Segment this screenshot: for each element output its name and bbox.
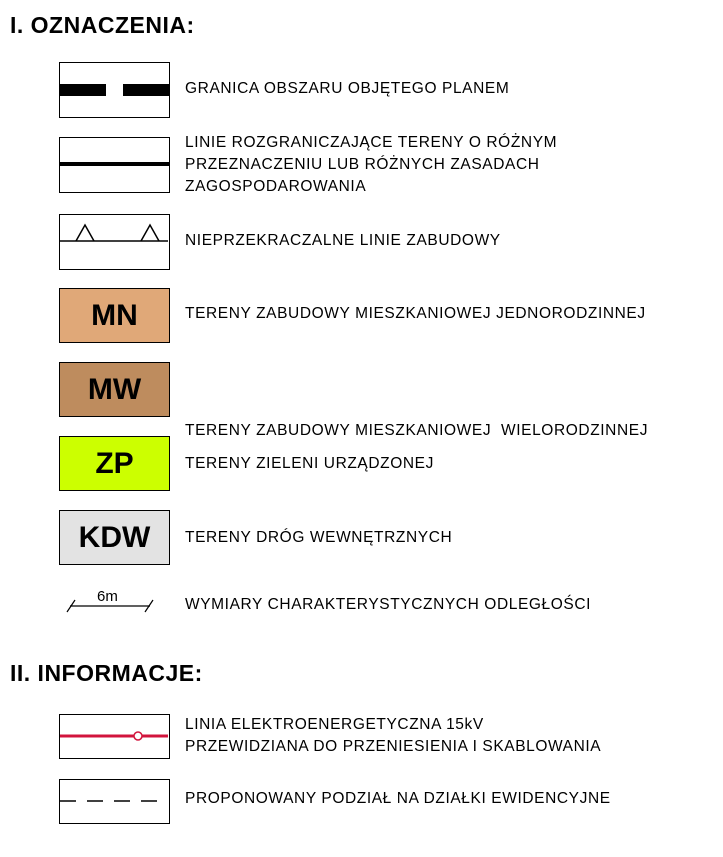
- section-title-informacje: II. INFORMACJE:: [10, 660, 203, 686]
- legend-label-demarcation-line: LINIE ROZGRANICZAJĄCE TERENY O RÓŻNYM PRZEZNACZENIU LUB RÓŻNYCH ZASADACH ZAGOSPODAROWANIA: [185, 134, 558, 195]
- building-line-icon: [60, 215, 168, 268]
- legend-label-dimension: WYMIARY CHARAKTERYSTYCZNYCH ODLEGŁOŚCI: [185, 596, 592, 613]
- section-title-oznaczenia: I. OZNACZENIA:: [10, 12, 195, 38]
- dashed-line-icon: [60, 780, 168, 822]
- zone-code-mn: MN: [91, 298, 138, 332]
- zone-code-mw: MW: [87, 372, 142, 406]
- building-line-symbol: [59, 214, 170, 270]
- zone-code-zp: ZP: [95, 446, 134, 480]
- legend-label-parcel-division: PROPONOWANY PODZIAŁ NA DZIAŁKI EWIDENCYJNE: [185, 790, 611, 807]
- power-line-icon: [60, 715, 168, 757]
- zone-swatch-mn: [59, 288, 170, 343]
- plan-boundary-symbol: [59, 62, 170, 118]
- zone-code-kdw: KDW: [78, 520, 151, 554]
- legend-label-power-line: LINIA ELEKTROENERGETYCZNA 15kV PRZEWIDZIANA DO PRZENIESIENIA I SKABLOWANIA: [185, 716, 602, 755]
- zone-swatch-mw: [59, 362, 170, 417]
- dimension-value: 6m: [97, 588, 118, 605]
- legend-label-building-line: NIEPRZEKRACZALNE LINIE ZABUDOWY: [185, 232, 501, 249]
- boundary-dash: [123, 84, 169, 96]
- legend-label-kdw: TERENY DRÓG WEWNĘTRZNYCH: [185, 529, 453, 546]
- zone-swatch-kdw: [59, 510, 170, 565]
- parcel-division-symbol: [59, 779, 170, 824]
- boundary-dash: [60, 84, 106, 96]
- dimension-symbol: [64, 588, 158, 614]
- power-line-symbol: [59, 714, 170, 759]
- zone-swatch-zp: [59, 436, 170, 491]
- legend-label-mw: TERENY ZABUDOWY MIESZKANIOWEJ WIELORODZINNEJ: [185, 422, 649, 439]
- legend-label-mn: TERENY ZABUDOWY MIESZKANIOWEJ JEDNORODZINNEJ: [185, 305, 646, 322]
- legend-label-zp: TERENY ZIELENI URZĄDZONEJ: [185, 455, 434, 472]
- legend-label-plan-boundary: GRANICA OBSZARU OBJĘTEGO PLANEM: [185, 80, 510, 97]
- demarcation-line: [60, 162, 169, 166]
- demarcation-line-symbol: [59, 137, 170, 193]
